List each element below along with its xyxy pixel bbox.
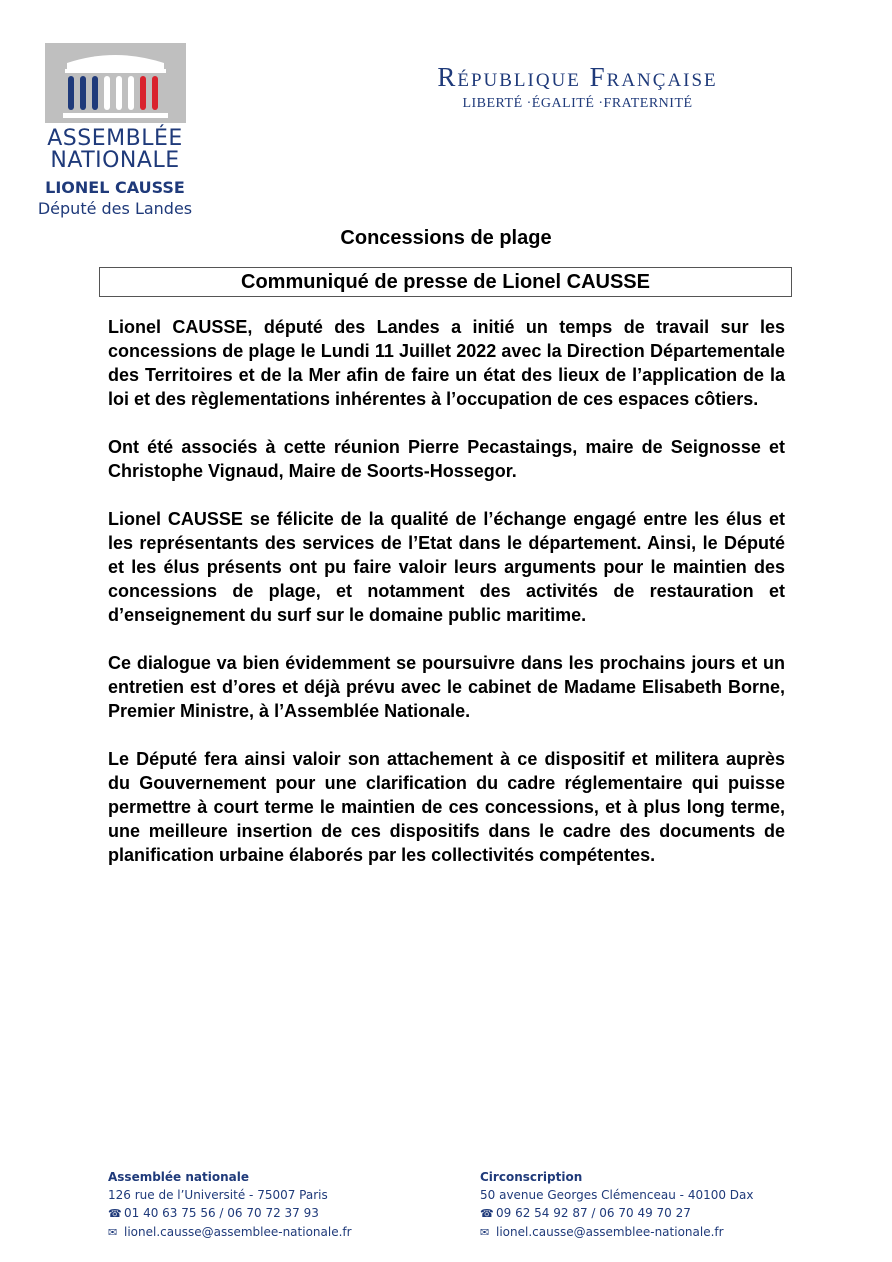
assemblee-logo bbox=[45, 43, 186, 123]
footer-right-email[interactable]: lionel.causse@assemblee-nationale.fr bbox=[496, 1225, 724, 1239]
paragraph-1: Lionel CAUSSE, député des Landes a initié un temps de travail sur les concessions de plage le Lundi 11 Juillet 2022 avec la Direction Départementale des Territoires et de la Mer afin de faire un état des lieux de l’application de la loi et des règlementations inhérentes à l’occupation de ces espaces côtiers. bbox=[108, 317, 785, 409]
republique-francaise-heading: République Française bbox=[437, 62, 718, 92]
footer-left-email-row bbox=[108, 1223, 352, 1242]
footer-circonscription bbox=[480, 1168, 754, 1242]
paragraph-5: Le Député fera ainsi valoir son attachement à ce dispositif et militera auprès du Gouvernement pour une clarification du cadre réglementaire qui puisse permettre à court terme le maintien de ces concessions, et à plus long terme, une meilleure insertion de ces dispositifs dans le cadre des documents de planification urbaine élaborés par les collectivités compétentes. bbox=[108, 749, 785, 865]
footer-left-phone: 01 40 63 75 56 / 06 70 72 37 93 bbox=[124, 1206, 319, 1220]
paragraph-3: Lionel CAUSSE se félicite de la qualité de l’échange engagé entre les élus et les représentants des services de l’Etat dans le département. Ainsi, le Député et les élus présents ont pu faire valoir leurs arguments pour le maintien des concessions de plage, et notamment des activités de restauration et d’enseignement du surf sur le domaine public maritime. bbox=[108, 509, 785, 625]
footer-right-phone-row bbox=[480, 1204, 754, 1223]
document-title: Concessions de plage bbox=[340, 227, 552, 249]
footer-left-phone-row bbox=[108, 1204, 352, 1223]
phone-icon: ☎ bbox=[108, 1207, 122, 1220]
footer-assemblee bbox=[108, 1168, 352, 1242]
footer-left-heading: Assemblée nationale bbox=[108, 1170, 249, 1184]
logo-line-assemblee: ASSEMBLÉE bbox=[47, 126, 183, 151]
envelope-icon: ✉ bbox=[480, 1226, 490, 1239]
press-release-body bbox=[108, 315, 785, 891]
paragraph-2: Ont été associés à cette réunion Pierre Pecastaings, maire de Seignosse et Christophe Vignaud, Maire de Soorts-Hossegor. bbox=[108, 437, 785, 481]
deputy-role: Député des Landes bbox=[37, 199, 193, 218]
document-subtitle: Communiqué de presse de Lionel CAUSSE bbox=[241, 271, 650, 293]
paragraph-4: Ce dialogue va bien évidemment se poursuivre dans les prochains jours et un entretien est d’ores et déjà prévu avec le cabinet de Madame Elisabeth Borne, Premier Ministre, à l’Assemblée Nationale. bbox=[108, 653, 785, 721]
subtitle-box bbox=[99, 267, 792, 297]
deputy-name: LIONEL CAUSSE bbox=[45, 178, 185, 197]
phone-icon: ☎ bbox=[480, 1207, 494, 1220]
republic-motto: LIBERTÉ ·ÉGALITÉ ·FRATERNITÉ bbox=[462, 96, 693, 111]
footer-right-heading: Circonscription bbox=[480, 1170, 583, 1184]
hemicycle-icon bbox=[45, 43, 186, 123]
logo-line-nationale: NATIONALE bbox=[50, 148, 180, 173]
footer-left-email[interactable]: lionel.causse@assemblee-nationale.fr bbox=[124, 1225, 352, 1239]
footer-right-address: 50 avenue Georges Clémenceau - 40100 Dax bbox=[480, 1188, 754, 1202]
envelope-icon: ✉ bbox=[108, 1226, 118, 1239]
footer-left-address: 126 rue de l’Université - 75007 Paris bbox=[108, 1188, 328, 1202]
footer-right-phone: 09 62 54 92 87 / 06 70 49 70 27 bbox=[496, 1206, 691, 1220]
footer-right-email-row bbox=[480, 1223, 754, 1242]
